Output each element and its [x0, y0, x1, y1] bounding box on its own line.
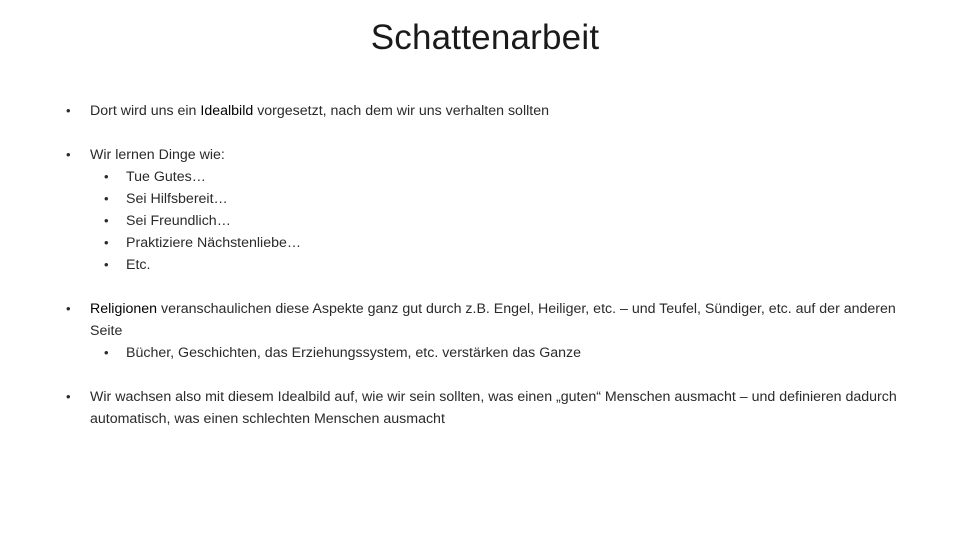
emphasis-text: Religionen [90, 301, 158, 317]
bullet-text: Wir wachsen also mit diesem Idealbild auf, wie wir sein sollten, was einen „guten“ Menschen ausmacht – und definieren dadurch automatisch, was einen schlechten Menschen ausmacht [90, 389, 897, 427]
bullet-icon: • [104, 213, 109, 228]
sub-bullet-item [90, 166, 912, 188]
sub-bullet-item [90, 188, 912, 210]
bullet-icon: • [66, 389, 71, 404]
bullet-text: Dort wird uns ein [90, 103, 201, 119]
bullet-icon: • [66, 103, 71, 118]
bullet-icon: • [104, 235, 109, 250]
bullet-item-dinge [62, 144, 912, 166]
sub-bullet-text: Sei Hilfsbereit… [126, 191, 228, 207]
slide-title: Schattenarbeit [370, 18, 600, 57]
sub-bullet-text: Sei Freundlich… [126, 213, 231, 229]
bullet-text: vorgesetzt, nach dem wir uns verhalten sollten [253, 103, 549, 119]
sub-bullet-text: Tue Gutes… [126, 169, 206, 185]
bullet-text: Wir lernen Dinge wie: [90, 147, 225, 163]
emphasis-text: Idealbild [200, 103, 254, 119]
bullet-item-religionen [62, 298, 912, 342]
sub-bullet-item [90, 342, 912, 364]
sub-bullet-item [90, 232, 912, 254]
bullet-icon: • [104, 345, 109, 360]
sub-bullet-text: Etc. [126, 257, 151, 273]
slide-content [62, 100, 912, 430]
sub-bullet-text: Praktiziere Nächstenliebe… [126, 235, 302, 251]
sub-bullet-item [90, 254, 912, 276]
bullet-icon: • [66, 147, 71, 162]
bullet-icon: • [66, 301, 71, 316]
bullet-text: veranschaulichen diese Aspekte ganz gut durch z.B. Engel, Heiliger, etc. – und Teufel, Sündiger, etc. auf der anderen Seite [90, 301, 896, 339]
sub-bullet-text: Bücher, Geschichten, das Erziehungssystem, etc. verstärken das Ganze [126, 345, 582, 361]
sub-bullet-item [90, 210, 912, 232]
bullet-icon: • [104, 169, 109, 184]
bullet-icon: • [104, 257, 109, 272]
bullet-item-idealbild-aufwachsen [62, 386, 912, 430]
bullet-icon: • [104, 191, 109, 206]
bullet-item-idealbild [62, 100, 912, 122]
